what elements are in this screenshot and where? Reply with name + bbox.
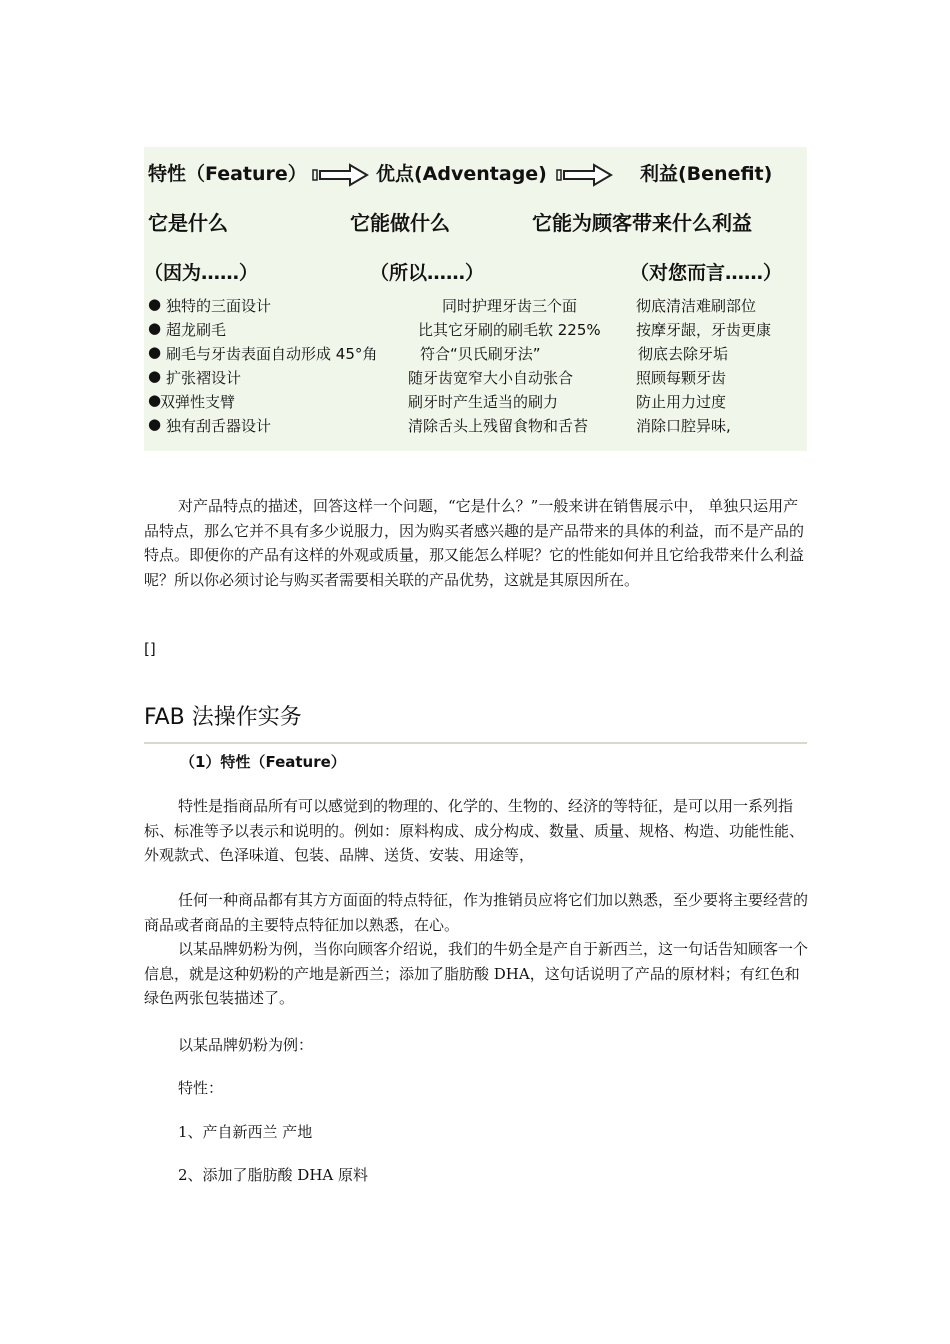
benefit-cell: 彻底清洁难刷部位 xyxy=(636,297,757,315)
benefit-paren: （对您而言……） xyxy=(630,262,783,284)
feature-cell: 扩张褶设计 xyxy=(166,369,242,387)
bullet-icon: ● xyxy=(148,391,162,409)
feature-cell: 超龙刷毛 xyxy=(166,321,227,339)
bullet-icon: ● xyxy=(148,319,162,337)
fab-row xyxy=(144,343,807,367)
feature-subheader: 它是什么 xyxy=(148,211,228,235)
feature-paren: （因为……） xyxy=(144,262,259,284)
right-arrow-icon xyxy=(312,163,370,187)
benefit-cell: 防止用力过度 xyxy=(636,393,727,411)
advantage-cell: 比其它牙刷的刷毛软 225% xyxy=(418,321,601,339)
feature-cell: 双弹性支臂 xyxy=(160,393,236,411)
advantage-paren: （所以……） xyxy=(370,262,485,284)
fab-row xyxy=(144,415,807,439)
list-item: 2、添加了脂肪酸 DHA 原料 xyxy=(178,1166,369,1184)
features-label: 特性： xyxy=(178,1079,224,1097)
list-item: 1、产自新西兰 产地 xyxy=(178,1123,313,1141)
paragraph-milk-example: 以某品牌奶粉为例，当你向顾客介绍说，我们的牛奶全是产自于新西兰，这一句话告知顾客一个信息，就是这种奶粉的产地是新西兰；添加了脂肪酸 DHA，这句话说明了产品的原材料；有红色和绿色两张包装描述了。 xyxy=(144,940,809,1007)
benefit-cell: 消除口腔异味, xyxy=(636,417,731,435)
advantage-cell: 清除舌头上残留食物和舌苔 xyxy=(408,417,589,435)
feature-cell: 刷毛与牙齿表面自动形成 45°角 xyxy=(166,345,378,363)
advantage-header: 优点(Adventage) xyxy=(376,163,547,185)
broken-image-placeholder: [] xyxy=(144,640,156,658)
right-arrow-icon xyxy=(556,163,614,187)
feature-header: 特性（Feature） xyxy=(148,163,307,185)
bullet-icon: ● xyxy=(148,367,162,385)
subsection-title: （1）特性（Feature） xyxy=(180,753,346,771)
intro-paragraph: 对产品特点的描述，回答这样一个问题，“它是什么？”一般来讲在销售展示中， 单独只运用产品特点，那么它并不具有多少说服力，因为购买者感兴趣的是产品带来的具体的利益，而不是产品的特点。即便你的产品有这样的外观或质量，那又能怎么样呢？它的性能如何并且它给我带来什么利益呢？所以你必须讨论与购买者需要相关联的产品优势，这就是其原因所在。 xyxy=(144,497,805,589)
advantage-cell: 符合“贝氏刷牙法” xyxy=(420,345,541,363)
bullet-icon: ● xyxy=(148,343,162,361)
advantage-cell: 同时护理牙齿三个面 xyxy=(442,297,578,315)
benefit-cell: 照顾每颗牙齿 xyxy=(636,369,727,387)
paragraph-feature-definition: 特性是指商品所有可以感觉到的物理的、化学的、生物的、经济的等特征，是可以用一系列指标、标准等予以表示和说明的。例如：原料构成、成分构成、数量、质量、规格、构造、功能性能、外观款式、色泽味道、包装、品牌、送货、安装、用途等， xyxy=(144,797,805,864)
paragraph-feature-familiarity: 任何一种商品都有其方方面面的特点特征，作为推销员应将它们加以熟悉，至少要将主要经营的商品或者商品的主要特点特征加以熟悉，在心。 xyxy=(144,891,809,934)
fab-row xyxy=(144,295,807,319)
fab-row xyxy=(144,391,807,415)
fab-row xyxy=(144,319,807,343)
fab-diagram xyxy=(144,147,807,451)
benefit-subheader: 它能为顾客带来什么利益 xyxy=(532,211,752,235)
benefit-header: 利益(Benefit) xyxy=(640,163,773,185)
advantage-cell: 随牙齿宽窄大小自动张合 xyxy=(408,369,574,387)
benefit-cell: 按摩牙龈，牙齿更康 xyxy=(636,321,772,339)
bullet-icon: ● xyxy=(148,415,162,433)
fab-row xyxy=(144,367,807,391)
advantage-cell: 刷牙时产生适当的刷力 xyxy=(408,393,559,411)
section-divider xyxy=(144,742,807,744)
example-title: 以某品牌奶粉为例： xyxy=(178,1036,314,1054)
feature-cell: 独有刮舌器设计 xyxy=(166,417,272,435)
advantage-subheader: 它能做什么 xyxy=(350,211,450,235)
fab-rows xyxy=(144,295,807,439)
feature-cell: 独特的三面设计 xyxy=(166,297,272,315)
benefit-cell: 彻底去除牙垢 xyxy=(638,345,729,363)
bullet-icon: ● xyxy=(148,295,162,313)
section-title: FAB 法操作实务 xyxy=(144,705,302,730)
